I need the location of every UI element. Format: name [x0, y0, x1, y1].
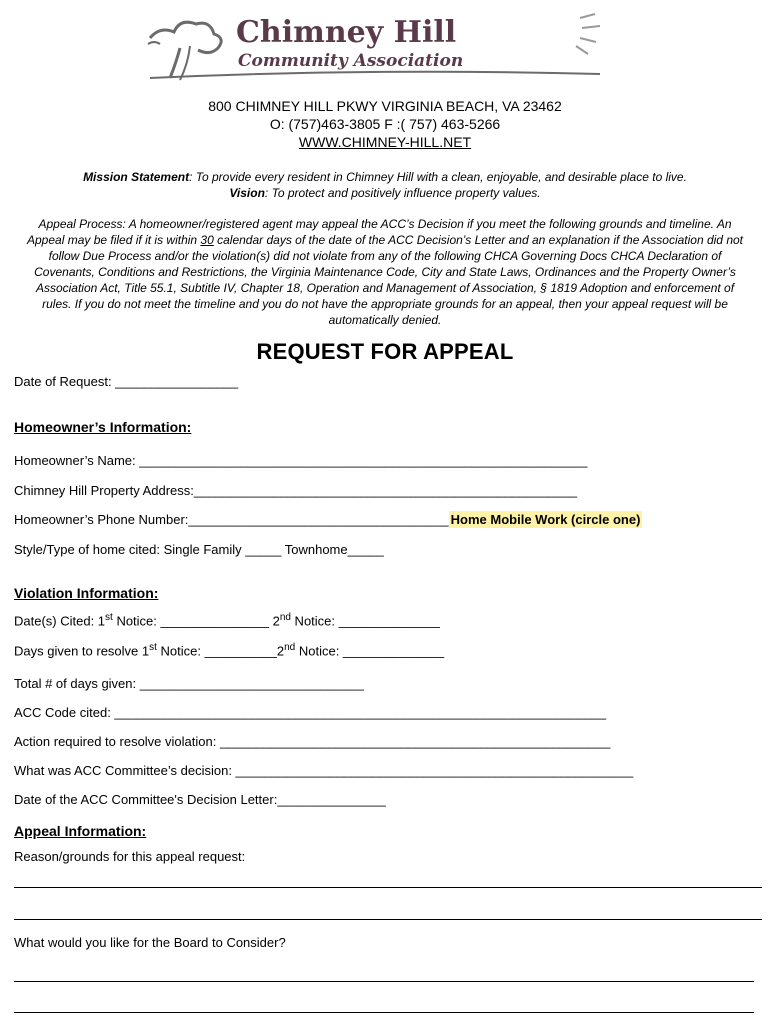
days-given-row[interactable]	[14, 642, 444, 658]
mission-label: Mission Statement	[83, 170, 190, 184]
date-of-request-field[interactable]: Date of Request: _________________	[14, 374, 239, 389]
svg-text:Chimney Hill: Chimney Hill	[236, 15, 457, 50]
vision-text: : To protect and positively influence property values.	[264, 186, 541, 200]
days-second-notice-field[interactable]: Notice: ______________	[295, 643, 445, 659]
board-line-2[interactable]	[14, 1011, 754, 1013]
first-notice-field[interactable]: Notice: _______________	[112, 613, 273, 629]
ordinal-st: st	[105, 612, 113, 623]
board-line-1[interactable]	[14, 980, 754, 982]
decision-letter-date-field[interactable]: Date of the ACC Committee's Decision Letter:_______________	[14, 792, 386, 807]
dates-cited-row[interactable]	[14, 612, 440, 628]
ordinal-st: st	[149, 642, 157, 653]
second-notice-field[interactable]: Notice: ______________	[290, 613, 440, 629]
dates-cited-label: Date(s) Cited: 1	[14, 613, 106, 629]
appeal-text-1: Appeal Process: A homeowner/registered agent may appeal the ACC’s Decision if you meet the following grounds and timeline. An Appeal may be filed if it is within	[27, 217, 732, 247]
acc-code-field[interactable]: ACC Code cited: ____________________________________________________________________	[14, 705, 607, 720]
phone-fax: O: (757)463-3805 F :( 757) 463-5266	[269, 116, 501, 132]
ordinal-nd: nd	[279, 612, 291, 623]
phone-number-field[interactable]: Homeowner’s Phone Number:____________________________________	[14, 512, 449, 527]
days-second-notice-number: 2	[276, 643, 285, 659]
appeal-days: 30	[200, 233, 214, 247]
vision-statement	[0, 185, 770, 201]
total-days-field[interactable]: Total # of days given: _______________________________	[14, 676, 364, 691]
days-first-notice-field[interactable]: Notice: __________	[156, 643, 277, 659]
phone-number-row	[14, 512, 642, 527]
vision-label: Vision	[229, 186, 265, 200]
ordinal-nd: nd	[284, 642, 296, 653]
mission-statement	[0, 169, 770, 185]
action-required-field[interactable]: Action required to resolve violation: ______________________________________________________	[14, 734, 611, 749]
form-title: REQUEST FOR APPEAL	[256, 339, 514, 364]
second-notice-number: 2	[272, 613, 280, 629]
website-link[interactable]: WWW.CHIMNEY-HILL.NET	[298, 134, 472, 150]
reason-label: Reason/grounds for this appeal request:	[14, 849, 246, 864]
property-address-field[interactable]: Chimney Hill Property Address:_____________________________________________________	[14, 483, 578, 498]
reason-line-2[interactable]	[14, 918, 762, 920]
phone-type-options[interactable]: Home Mobile Work (circle one)	[450, 512, 641, 527]
acc-decision-field[interactable]: What was ACC Committee’s decision: _______________________________________________________	[14, 763, 634, 778]
homeowner-section-heading: Homeowner’s Information:	[14, 419, 192, 435]
days-given-label: Days given to resolve 1	[14, 643, 150, 659]
homeowner-name-field[interactable]: Homeowner’s Name: ______________________________________________________________	[14, 453, 588, 468]
appeal-section-heading: Appeal Information:	[14, 823, 147, 839]
home-style-field[interactable]: Style/Type of home cited: Single Family _____ Townhome_____	[14, 542, 384, 557]
appeal-process-paragraph	[22, 216, 748, 328]
svg-text:Community Association: Community Association	[238, 51, 464, 71]
appeal-text-2: calendar days of the date of the ACC Decision’s Letter and an explanation if the Association did not follow Due Process and/or the violation(s) did not violate from any of the following CHCA Governing Docs CHCA Declaration of Covenants, Conditions and Restrictions, the Virginia Maintenance Code, City and State Laws, Ordinances and the Property Owner’s Association Act, Title 55.1, Subtitle IV, Chapter 18, Operation and Management of Association, § 1819 Adoption and enforcement of rules. If you do not meet the timeline and you do not have the appropriate grounds for an appeal, then your appeal request will be automatically denied.	[34, 233, 743, 327]
board-consider-label: What would you like for the Board to Consider?	[14, 935, 286, 950]
chimney-hill-logo	[140, 8, 610, 88]
reason-line-1[interactable]	[14, 886, 762, 888]
address: 800 CHIMNEY HILL PKWY VIRGINIA BEACH, VA 23462	[208, 98, 562, 114]
logo	[140, 8, 610, 88]
violation-section-heading: Violation Information:	[14, 585, 159, 601]
mission-text: : To provide every resident in Chimney Hill with a clean, enjoyable, and desirable place to live.	[189, 170, 687, 184]
